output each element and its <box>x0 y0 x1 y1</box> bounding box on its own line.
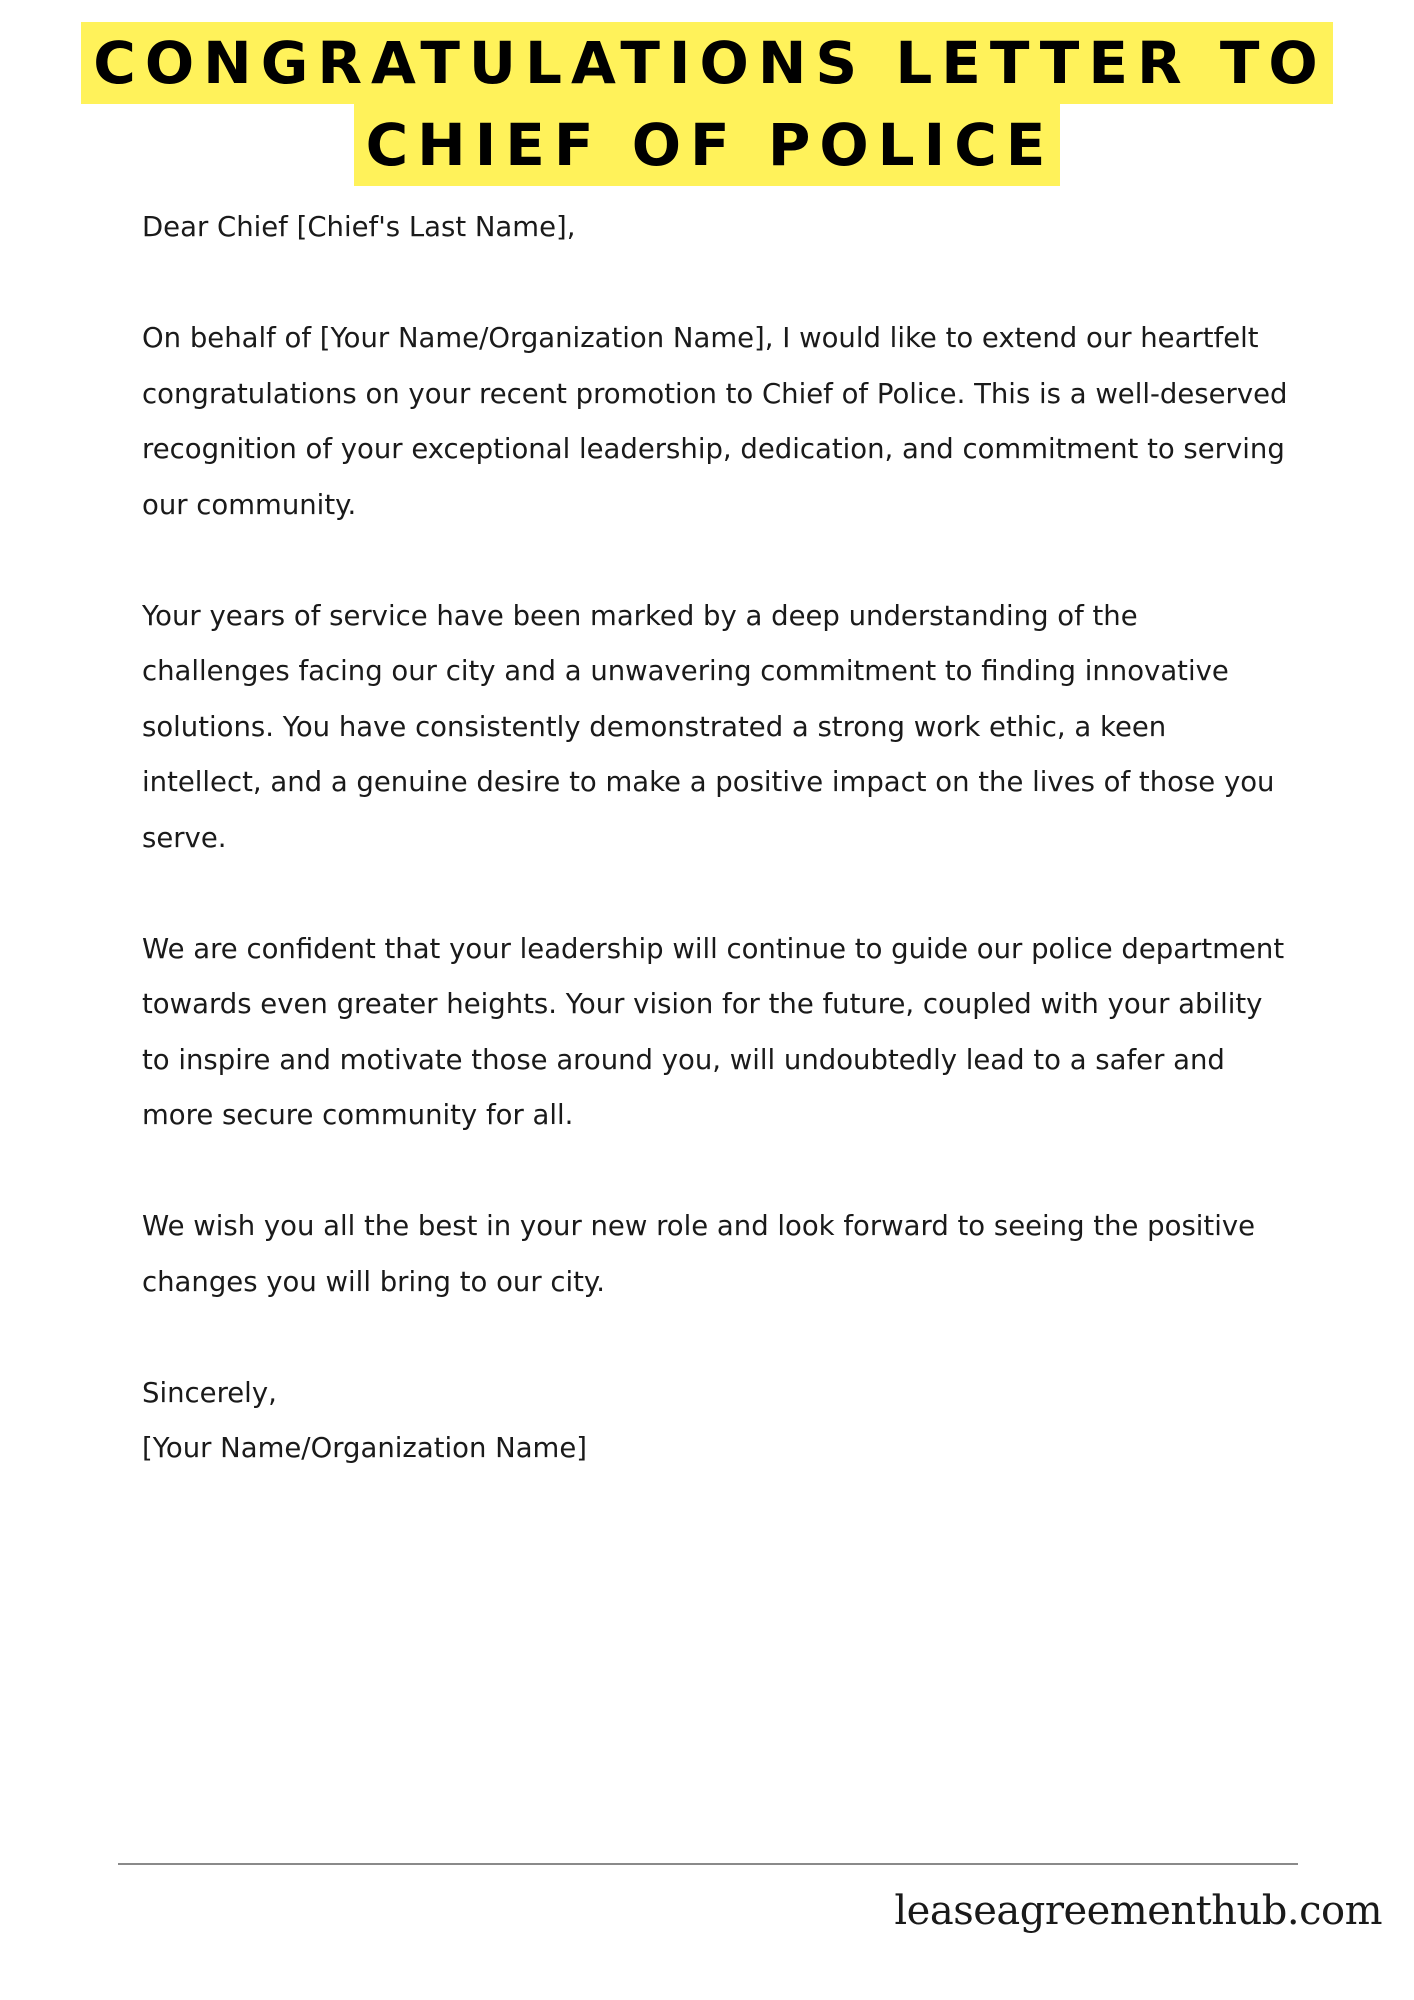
footer-brand: leaseagreementhub.com <box>894 1888 1382 1934</box>
footer-divider <box>118 1863 1298 1865</box>
title-line-2: CHIEF OF POLICE <box>354 104 1061 186</box>
title-line-1: CONGRATULATIONS LETTER TO <box>81 22 1332 104</box>
closing: Sincerely, <box>142 1376 277 1409</box>
paragraph-3: We are confident that your leadership will continue to guide our police department towards even greater heights. Your vision for the future, coupled with your ability to inspire and motivate those around you, will undoubtedly lead to a safer and more secure community for all. <box>142 932 1285 1131</box>
paragraph-4: We wish you all the best in your new role and look forward to seeing the positive changes you will bring to our city. <box>142 1210 1256 1298</box>
paragraph-2: Your years of service have been marked by a deep understanding of the challenges facing our city and a unwavering commitment to finding innovative solutions. You have consistently demonstrated a strong work ethic, a keen intellect, and a genuine desire to make a positive impact on the lives of those you serve. <box>142 599 1275 854</box>
salutation: Dear Chief [Chief's Last Name], <box>142 211 576 243</box>
signature: [Your Name/Organization Name] <box>142 1432 587 1464</box>
document-title <box>0 22 1414 186</box>
paragraph-1: On behalf of [Your Name/Organization Name], I would like to extend our heartfelt congratulations on your recent promotion to Chief of Police. This is a well-deserved recognition of your exceptional leadership, dedication, and commitment to serving our community. <box>142 322 1288 521</box>
letter-body <box>142 200 1292 1477</box>
